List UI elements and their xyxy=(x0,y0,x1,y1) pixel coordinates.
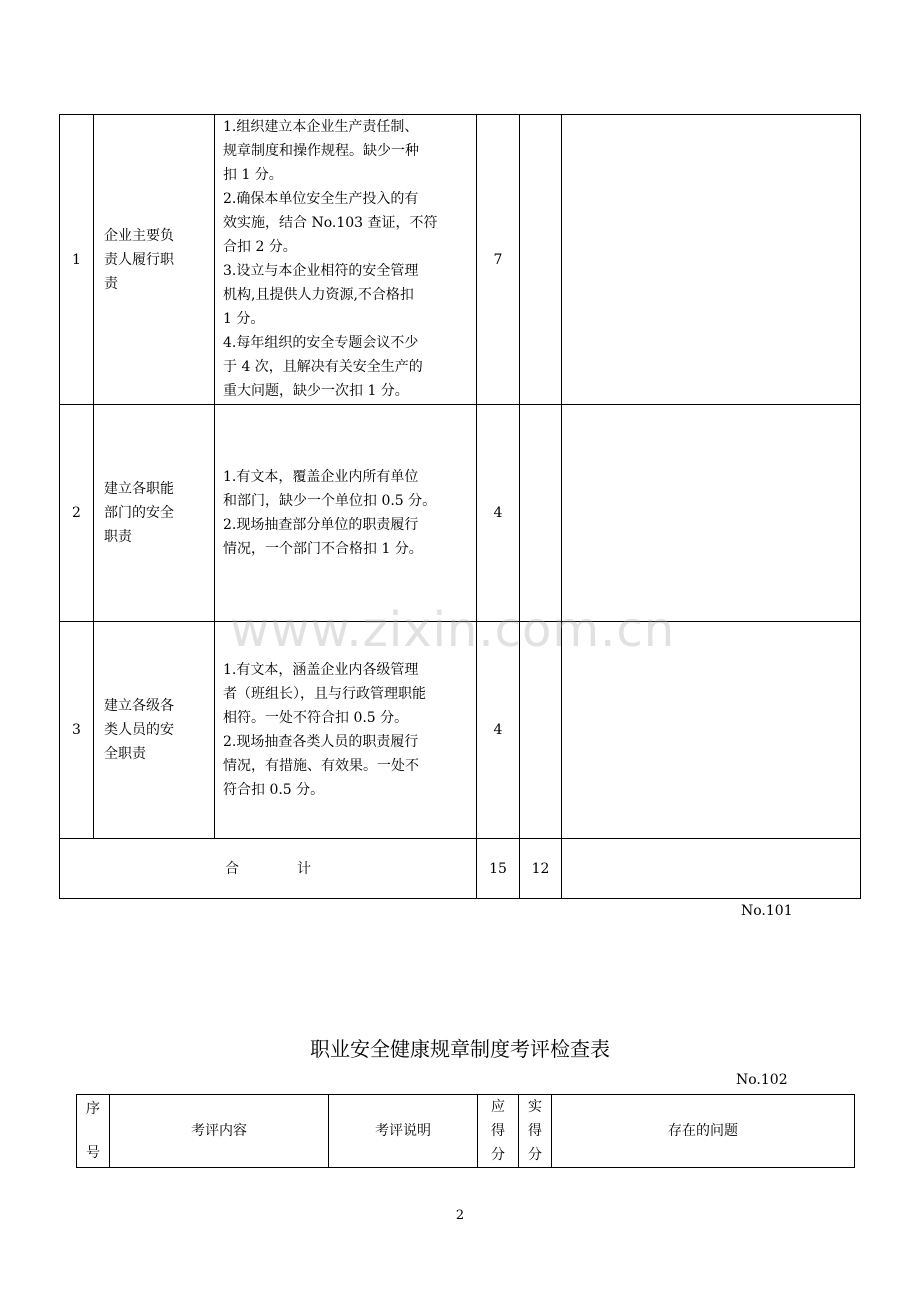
table-row xyxy=(60,405,861,622)
header-issues: 存在的问题 xyxy=(552,1095,855,1168)
evaluation-table-101 xyxy=(59,114,861,899)
header-description: 考评说明 xyxy=(329,1095,478,1168)
item-name: 企业主要负 责人履行职 责 xyxy=(94,115,215,405)
row-number: 1 xyxy=(60,115,94,405)
header-actual-score: 实 得 分 xyxy=(519,1095,552,1168)
header-content: 考评内容 xyxy=(110,1095,329,1168)
item-description: 1.有文本，涵盖企业内各级管理 者（班组长），且与行政管理职能 相符。一处不符合扣 0.5 分。 2.现场抽查各类人员的职责履行 情况，有措施、有效果。一处不 符合扣 0.5 分。 xyxy=(215,622,477,839)
header-seq: 序 号 xyxy=(77,1095,110,1168)
required-score: 4 xyxy=(477,405,520,622)
form-number-101: No.101 xyxy=(741,903,793,919)
table-row xyxy=(60,115,861,405)
watermark: www.zixin.com.cn xyxy=(230,602,676,658)
item-description: 1.有文本，覆盖企业内所有单位 和部门，缺少一个单位扣 0.5 分。 2.现场抽查部分单位的职责履行 情况，一个部门不合格扣 1 分。 xyxy=(215,405,477,622)
required-score: 4 xyxy=(477,622,520,839)
header-required-score: 应 得 分 xyxy=(478,1095,519,1168)
total-issues-cell xyxy=(562,839,861,899)
row-number: 2 xyxy=(60,405,94,622)
page-title: 职业安全健康规章制度考评检查表 xyxy=(310,1037,610,1061)
header-row xyxy=(77,1095,855,1168)
total-actual-score: 12 xyxy=(520,839,562,899)
total-row xyxy=(60,839,861,899)
row-number: 3 xyxy=(60,622,94,839)
item-description: 1.组织建立本企业生产责任制、 规章制度和操作规程。缺少一种 扣 1 分。 2.确保本单位安全生产投入的有 效实施，结合 No.103 查证，不符 合扣 2 分。 3.设立与本企业相符的安全管理 机构,且提供人力资源,不合格扣 1 分。 4.每年组织的安全专题会议不少 于 4 次，且解决有关安全生产的 重大问题，缺少一次扣 1 分。 xyxy=(215,115,477,405)
total-required-score: 15 xyxy=(477,839,520,899)
required-score: 7 xyxy=(477,115,520,405)
issues-cell xyxy=(562,405,861,622)
page-number: 2 xyxy=(455,1208,465,1223)
total-label: 合 计 xyxy=(60,839,477,899)
issues-cell xyxy=(562,115,861,405)
item-name: 建立各职能 部门的安全 职责 xyxy=(94,405,215,622)
actual-score xyxy=(520,405,562,622)
form-number-102: No.102 xyxy=(736,1072,788,1088)
actual-score xyxy=(520,115,562,405)
item-name: 建立各级各 类人员的安 全职责 xyxy=(94,622,215,839)
evaluation-table-102-header xyxy=(76,1094,855,1168)
